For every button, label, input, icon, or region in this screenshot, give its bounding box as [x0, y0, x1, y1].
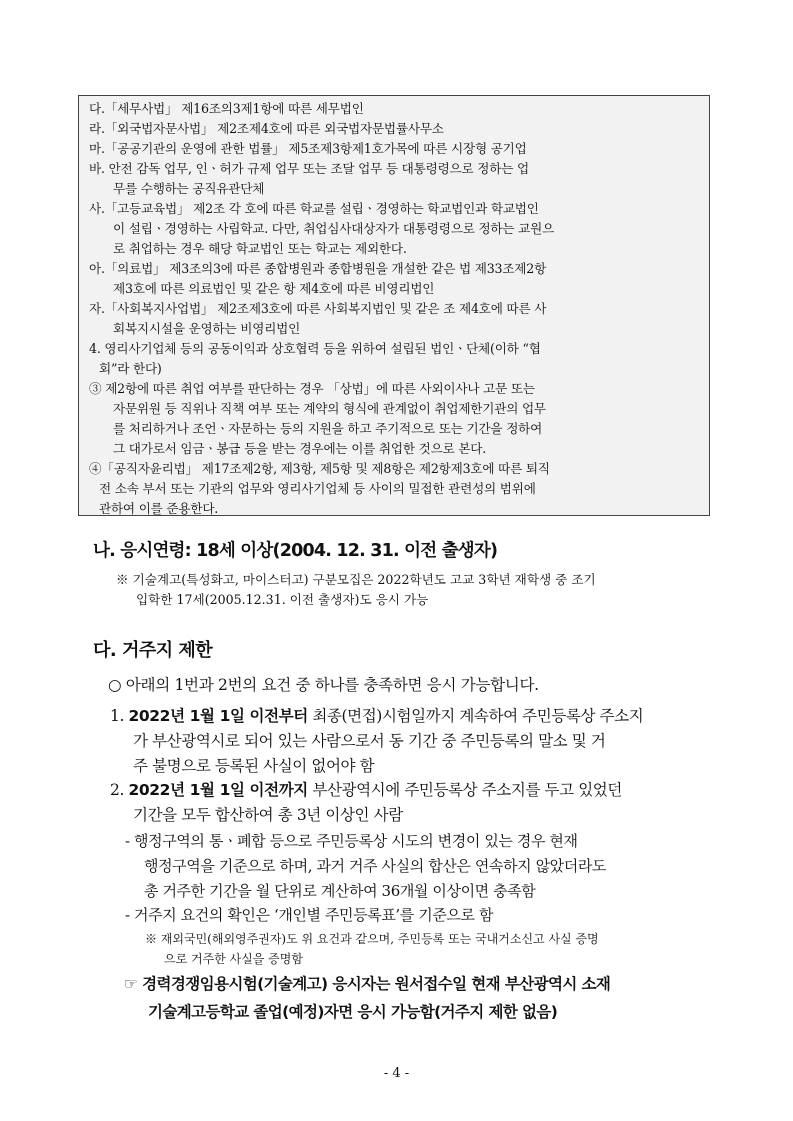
residence-note-line1: ※ 재외국민(해외영주권자)도 위 요건과 같으며, 주민등록 또는 국내거소신고 사실 증명: [145, 932, 599, 946]
dash1-line1: - 행정구역의 통ㆍ폐합 등으로 주민등록상 시도의 변경이 있는 경우 현재: [125, 832, 578, 850]
residence-note: [145, 929, 720, 969]
box-line: 아.「의료법」 제3조의3에 따른 종합병원과 종합병원을 개설한 같은 법 제33조제2항: [89, 261, 547, 276]
box-line: 4. 영리사기업체 등의 공동이익과 상호협력 등을 위하여 설립된 법인ㆍ단체(이하 “협: [89, 341, 541, 356]
law-excerpt-box: [78, 95, 710, 516]
box-line: 제3호에 따른 의료법인 및 같은 항 제4호에 따른 비영리법인: [113, 281, 435, 296]
box-line: 로 취업하는 경우 해당 학교법인 또는 학교는 제외한다.: [113, 241, 407, 256]
box-line: 자문위원 등 직위나 직책 여부 또는 계약의 형식에 관계없이 취업제한기관의 업무: [113, 401, 546, 416]
box-line: ④「공직자윤리법」 제17조제2항, 제3항, 제5항 및 제8항은 제2항제3호에 따른 퇴직: [89, 461, 550, 476]
item2-bold: 2022년 1월 1일 이전까지: [128, 781, 308, 799]
box-line: 다.「세무사법」 제16조의3제1항에 따른 세무법인: [89, 101, 364, 116]
section-residence-title: 다. 거주지 제한: [93, 640, 213, 661]
item1-bold: 2022년 1월 1일 이전부터: [128, 707, 308, 725]
page-number: - 4 -: [383, 1066, 410, 1081]
highlight-line1: 경력경쟁임용시험(기술계고) 응시자는 원서접수일 현재 부산광역시 소재: [142, 975, 611, 993]
box-line: 사.「고등교육법」 제2조 각 호에 따른 학교를 설립ㆍ경영하는 학교법인과 학교법인: [89, 201, 539, 216]
item2-rest: 부산광역시에 주민등록상 주소지를 두고 있었던: [307, 781, 622, 799]
residence-note-line2: 으로 거주한 사실을 증명함: [164, 952, 303, 966]
age-note: [116, 570, 716, 610]
item1-line2: 가 부산광역시로 되어 있는 사람으로서 동 기간 중 주민등록의 말소 및 거: [133, 732, 606, 750]
dash1-line3: 총 거주한 기간을 월 단위로 계산하여 36개월 이상이면 충족함: [144, 882, 536, 900]
section-age-title: 나. 응시연령: 18세 이상(2004. 12. 31. 이전 출생자): [93, 541, 498, 561]
pointing-hand-icon: ☞: [124, 975, 138, 993]
box-line: 그 대가로서 임금ㆍ봉급 등을 받는 경우에는 이를 취업한 것으로 본다.: [113, 441, 487, 456]
dash1-line2: 행정구역을 기준으로 하며, 과거 거주 사실의 합산은 연속하지 않았더라도: [144, 857, 607, 875]
residence-item-2: [110, 778, 720, 828]
box-line: ③ 제2항에 따른 취업 여부를 판단하는 경우 「상법」에 따른 사외이사나 고문 또는: [89, 381, 535, 396]
box-line: 자.「사회복지사업법」 제2조제3호에 따른 사회복지법인 및 같은 조 제4호에 따른 사: [89, 301, 547, 316]
box-line: 를 처리하거나 조언ㆍ자문하는 등의 지원을 하고 주기적으로 또는 기간을 정하여: [113, 421, 543, 436]
box-line: 회”라 한다): [99, 361, 162, 376]
item2-line2: 기간을 모두 합산하여 총 3년 이상인 사람: [133, 806, 403, 824]
box-line: 바. 안전 감독 업무, 인ㆍ허가 규제 업무 또는 조달 업무 등 대통령령으로 정하는 업: [89, 161, 529, 176]
box-line: 회복지시설을 운영하는 비영리법인: [113, 321, 301, 336]
highlight-line2: 기술계고등학교 졸업(예정)자면 응시 가능함(거주지 제한 없음): [148, 1003, 558, 1021]
item1-line3: 주 불명으로 등록된 사실이 없어야 함: [133, 757, 375, 775]
highlight-notice: [124, 970, 724, 1026]
box-line: 이 설립ㆍ경영하는 사립학교. 다만, 취업심사대상자가 대통령령으로 정하는 교원으: [113, 221, 555, 236]
residence-dash-2: [125, 903, 720, 928]
item1-num: 1.: [110, 707, 124, 725]
item1-rest: 최종(면접)시험일까지 계속하여 주민등록상 주소지: [307, 707, 644, 725]
age-note-line1: ※ 기술계고(특성화고, 마이스터고) 구분모집은 2022학년도 고교 3학년 재학생 중 조기: [116, 572, 596, 587]
residence-intro: ○ 아래의 1번과 2번의 요건 중 하나를 충족하면 응시 가능합니다.: [108, 676, 539, 694]
box-line: 전 소속 부서 또는 기관의 업무와 영리사기업체 등 사이의 밀접한 관련성의 범위에: [99, 481, 536, 496]
residence-item-1: [110, 704, 720, 779]
box-line: 라.「외국법자문사법」 제2조제4호에 따른 외국법자문법률사무소: [89, 121, 444, 136]
dash2-line: - 거주지 요건의 확인은 ‘개인별 주민등록표’를 기준으로 함: [125, 906, 494, 924]
box-line: 관하여 이를 준용한다.: [99, 501, 219, 516]
box-line: 마.「공공기관의 운영에 관한 법률」 제5조제3항제1호가목에 따른 시장형 공기업: [89, 141, 527, 156]
age-note-line2: 입학한 17세(2005.12.31. 이전 출생자)도 응시 가능: [136, 592, 429, 607]
residence-dash-1: [125, 829, 720, 904]
item2-num: 2.: [110, 781, 124, 799]
box-line: 무를 수행하는 공직유관단체: [113, 181, 265, 196]
